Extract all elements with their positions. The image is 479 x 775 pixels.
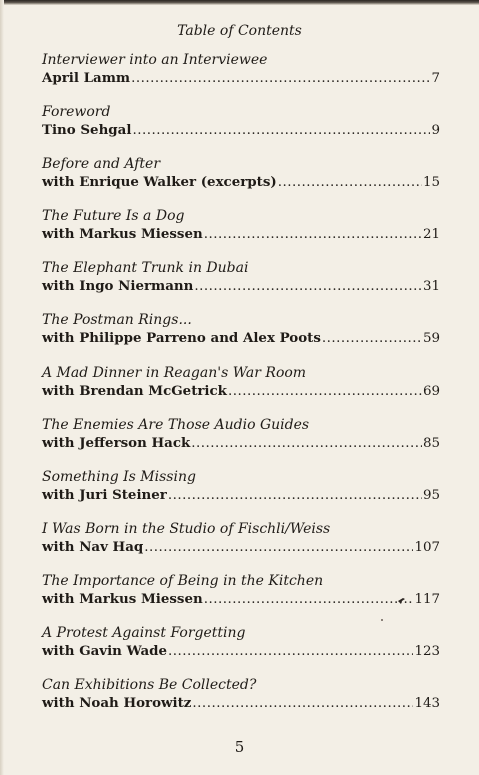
- entry-title: Interviewer into an Interviewee: [42, 52, 268, 68]
- entry-author: with Brendan McGetrick: [42, 382, 227, 399]
- dot-leader: [192, 695, 413, 713]
- entry-title: The Future Is a Dog: [42, 208, 185, 225]
- dot-leader: [204, 226, 422, 244]
- entry-page-number: 123: [414, 644, 440, 660]
- toc-entry: [42, 260, 440, 312]
- entry-title: I Was Born in the Studio of Fischli/Weiss: [42, 520, 331, 537]
- entry-title: A Protest Against Forgetting: [42, 625, 246, 642]
- entry-line: [42, 382, 440, 401]
- entry-page-number: 9: [431, 123, 440, 139]
- entry-author: with Nav Haq: [42, 538, 144, 555]
- entry-page-number: 7: [431, 71, 440, 86]
- entry-page-number: 15: [422, 175, 440, 191]
- dot-leader: [194, 278, 422, 296]
- toc-entry: [42, 52, 440, 104]
- entry-title: The Importance of Being in the Kitchen: [42, 572, 324, 589]
- toc-entry: [42, 104, 440, 156]
- entry-page-number: 69: [422, 383, 440, 399]
- entry-author: with Markus Miessen: [42, 226, 203, 243]
- dot-leader: [278, 174, 422, 192]
- entry-title: Can Exhibitions Be Collected?: [42, 677, 257, 694]
- entry-page-number: 143: [414, 696, 440, 712]
- entry-author: with Enrique Walker (excerpts): [42, 174, 277, 191]
- toc-entry: [42, 573, 440, 625]
- entry-author: with Gavin Wade: [42, 643, 168, 660]
- entry-line: [42, 277, 440, 296]
- toc-entry: [42, 677, 440, 729]
- entry-line: [42, 121, 440, 140]
- entry-line: [42, 225, 440, 244]
- page-left-edge: [0, 0, 4, 775]
- entry-page-number: 21: [422, 227, 440, 243]
- entry-title: The Enemies Are Those Audio Guides: [42, 416, 310, 433]
- dot-leader: [168, 487, 422, 505]
- dot-leader: [132, 122, 430, 140]
- entry-line: [42, 642, 440, 661]
- entry-author: April Lamm: [42, 70, 131, 86]
- entry-title: The Elephant Trunk in Dubai: [42, 260, 249, 277]
- entry-author: with Juri Steiner: [42, 486, 167, 503]
- entry-line: [42, 329, 440, 348]
- entry-line: [42, 434, 440, 453]
- entry-title: The Postman Rings...: [42, 312, 192, 329]
- page-number-folio: 5: [234, 738, 245, 756]
- entry-author: with Noah Horowitz: [42, 695, 192, 712]
- ink-speck: [397, 596, 406, 605]
- entry-page-number: 59: [422, 331, 440, 347]
- toc-entry: [42, 417, 440, 469]
- dot-leader: [322, 330, 422, 348]
- dot-leader: [191, 435, 422, 453]
- entry-author: with Ingo Niermann: [42, 278, 194, 295]
- toc-entry: [42, 365, 440, 417]
- entry-title: A Mad Dinner in Reagan's War Room: [42, 364, 307, 381]
- entry-page-number: 117: [414, 591, 440, 607]
- toc-heading: Table of Contents: [177, 23, 302, 39]
- ink-dot: [381, 619, 383, 621]
- entry-author: with Jefferson Hack: [42, 434, 191, 451]
- entry-line: [42, 590, 440, 609]
- entry-author: Tino Sehgal: [42, 122, 132, 139]
- entry-line: [42, 486, 440, 505]
- dot-leader: [131, 70, 430, 88]
- entry-title: Something Is Missing: [42, 468, 196, 485]
- entry-title: Foreword: [42, 104, 111, 121]
- entry-line: [42, 694, 440, 713]
- entry-page-number: 95: [422, 487, 440, 503]
- entry-line: [42, 173, 440, 192]
- toc-entry: [42, 208, 440, 260]
- entry-line: [42, 69, 440, 88]
- dot-leader: [204, 591, 414, 609]
- entry-title: Before and After: [42, 156, 161, 173]
- entry-author: with Philippe Parreno and Alex Poots: [42, 330, 321, 347]
- toc-entry: [42, 521, 440, 573]
- toc-entry: [42, 156, 440, 208]
- entry-author: with Markus Miessen: [42, 590, 203, 607]
- dot-leader: [228, 383, 422, 401]
- toc-entry: [42, 625, 440, 677]
- dot-leader: [144, 539, 413, 557]
- entry-page-number: 107: [414, 539, 440, 555]
- toc-entry: [42, 469, 440, 521]
- entry-line: [42, 538, 440, 557]
- entry-page-number: 85: [422, 435, 440, 451]
- dot-leader: [168, 643, 413, 661]
- page-top-edge: [0, 0, 479, 5]
- toc-list: [42, 52, 440, 729]
- entry-page-number: 31: [422, 279, 440, 295]
- toc-entry: [42, 312, 440, 364]
